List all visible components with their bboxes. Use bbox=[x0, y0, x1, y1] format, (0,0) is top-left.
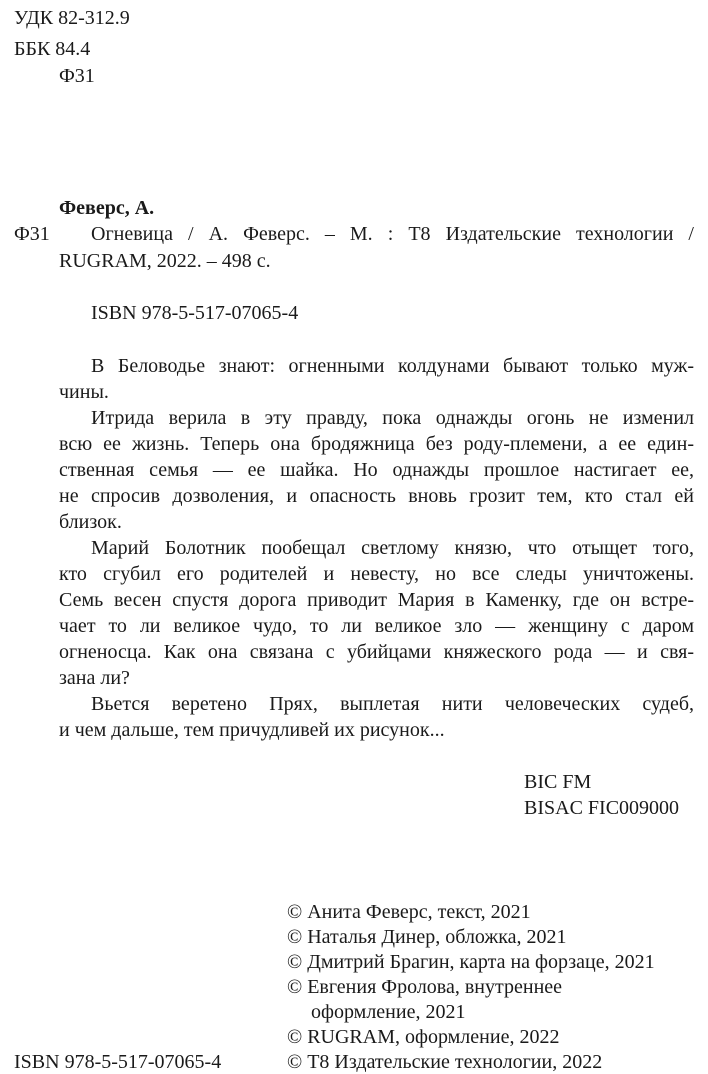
footer-isbn: ISBN 978-5-517-07065-4 bbox=[14, 1051, 222, 1073]
udk-code: УДК 82-312.9 bbox=[14, 7, 130, 29]
bbk-code: ББК 84.4 bbox=[14, 38, 91, 60]
citation-author: Феверс, А. bbox=[59, 197, 155, 219]
annotation-line: Семь весен спустя дорога приводит Мария в Каменку, где он встре- bbox=[59, 589, 694, 611]
annotation-line: Марий Болотник пообещал светлому князю, что отыщет того, bbox=[91, 537, 694, 559]
citation-mark: Ф31 bbox=[14, 223, 50, 245]
annotation-line: чает то ли великое чудо, то ли великое зло — женщину с даром bbox=[59, 615, 694, 637]
annotation-line: близок. bbox=[59, 511, 122, 533]
copyright-line: © RUGRAM, оформление, 2022 bbox=[287, 1026, 560, 1048]
annotation-line: всю ее жизнь. Теперь она бродяжница без роду-племени, а ее един- bbox=[59, 433, 694, 455]
copyright-line: © Наталья Динер, обложка, 2021 bbox=[287, 926, 567, 948]
annotation-line: и чем дальше, тем причудливей их рисунок... bbox=[59, 719, 445, 741]
annotation-line: огненосца. Как она связана с убийцами княжеского рода — и свя- bbox=[59, 641, 694, 663]
copyright-line: © Анита Феверс, текст, 2021 bbox=[287, 901, 531, 923]
citation-line-2: RUGRAM, 2022. – 498 с. bbox=[59, 250, 271, 272]
annotation-line: не спросив дозволения, и опасность вновь грозит тем, кто стал ей bbox=[59, 485, 694, 507]
annotation-line: ственная семья — ее шайка. Но однажды прошлое настигает ее, bbox=[59, 459, 694, 481]
copyright-line: оформление, 2021 bbox=[311, 1001, 466, 1023]
citation-isbn: ISBN 978-5-517-07065-4 bbox=[91, 302, 299, 324]
annotation-line: Вьется веретено Прях, выплетая нити человеческих судеб, bbox=[91, 693, 694, 715]
annotation-line: зана ли? bbox=[59, 667, 130, 689]
annotation-line: В Беловодье знают: огненными колдунами бывают только муж- bbox=[91, 355, 694, 377]
bic-code: BIC FM bbox=[524, 771, 592, 793]
copyright-line: © Евгения Фролова, внутреннее bbox=[287, 976, 563, 998]
annotation-line: чины. bbox=[59, 381, 109, 403]
citation-line-1: Огневица / А. Феверс. – М. : Т8 Издательские технологии / bbox=[91, 223, 694, 245]
annotation-line: Итрида верила в эту правду, пока однажды огонь не изменил bbox=[91, 407, 694, 429]
bisac-code: BISAC FIC009000 bbox=[524, 797, 680, 819]
copyright-line: © Т8 Издательские технологии, 2022 bbox=[287, 1051, 603, 1073]
annotation-line: кто сгубил его родителей и невесту, но все следы уничтожены. bbox=[59, 563, 694, 585]
author-mark: Ф31 bbox=[59, 65, 95, 87]
copyright-line: © Дмитрий Брагин, карта на форзаце, 2021 bbox=[287, 951, 655, 973]
